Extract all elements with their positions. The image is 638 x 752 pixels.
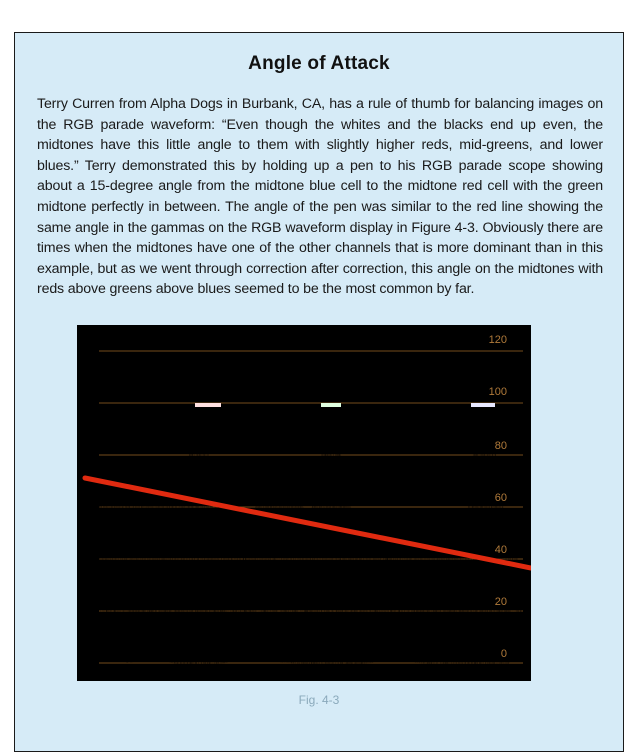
rgb-parade-waveform <box>77 325 531 681</box>
scale-label-40: 40 <box>494 544 507 556</box>
green-channel-white-peak <box>321 403 341 407</box>
red-channel-white-peak <box>195 403 221 407</box>
blue-channel-white-peak <box>471 403 495 407</box>
scale-label-0: 0 <box>500 648 507 660</box>
scale-label-120: 120 <box>488 334 507 346</box>
scale-label-80: 80 <box>494 440 507 452</box>
scale-label-60: 60 <box>494 492 507 504</box>
sidebar-body-text: Terry Curren from Alpha Dogs in Burbank, CA, has a rule of thumb for balancing images on the RGB parade waveform: “Even though the whites and the blacks end up even, the midtones have this little angle to them with slightly higher reds, mid-greens, and lower blues.” Terry demonstrated this by holding up a pen to his RGB parade scope showing about a 15-degree angle from the midtone blue cell to the midtone red cell with the green midtone perfectly in between. The angle of the pen was similar to the red line showing the same angle in the gammas on the RGB waveform display in Figure 4-3. Obviously there are times when the midtones have one of the other channels that is more dominant than in this example, but as we went through correction after correction, this angle on the midtones with reds above greens above blues seemed to be the most common by far. <box>37 96 603 298</box>
sidebar-title: Angle of Attack <box>248 53 390 74</box>
scale-label-100: 100 <box>488 386 507 398</box>
figure-caption: Fig. 4-3 <box>298 693 340 707</box>
scale-label-20: 20 <box>494 596 507 608</box>
red-channel-trace <box>99 405 247 665</box>
rgb-parade-waveform-figure <box>77 325 531 681</box>
